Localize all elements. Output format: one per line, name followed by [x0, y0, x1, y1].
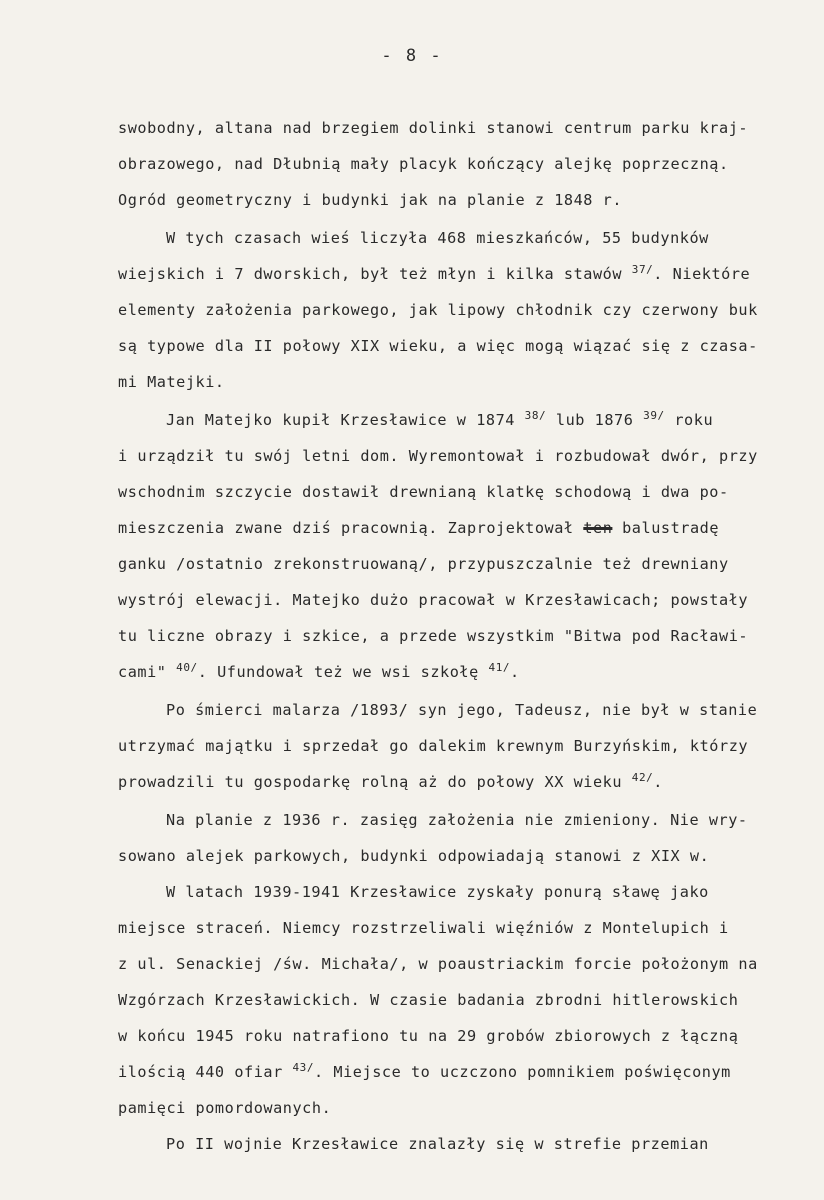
text-line: W latach 1939-1941 Krzesławice zyskały ponurą sławę jako	[166, 883, 709, 901]
text-line: sowano alejek parkowych, budynki odpowiadają stanowi z XIX w.	[118, 847, 710, 865]
footnote-ref: 41/	[488, 661, 511, 674]
text-line: pamięci pomordowanych.	[118, 1099, 332, 1117]
text-line: Po II wojnie Krzesławice znalazły się w strefie przemian	[166, 1135, 709, 1153]
page-number: - 8 -	[381, 46, 443, 66]
text-line: wystrój elewacji. Matejko dużo pracował w Krzesławicach; powstały	[118, 591, 749, 609]
footnote-ref: 43/	[292, 1061, 315, 1074]
text-line: tu liczne obrazy i szkice, a przede wszystkim "Bitwa pod Racławi-	[118, 627, 749, 645]
text-line: są typowe dla II połowy XIX wieku, a więc mogą wiązać się z czasa-	[118, 337, 758, 355]
footnote-ref: 40/	[176, 661, 198, 674]
footnote-ref: 38/	[524, 409, 547, 422]
text-line: Na planie z 1936 r. zasięg założenia nie zmieniony. Nie wry-	[166, 811, 748, 829]
text-line: elementy założenia parkowego, jak lipowy chłodnik czy czerwony buk	[118, 301, 758, 319]
text-line: prowadzili tu gospodarkę rolną aż do połowy XX wieku $^{42/}$.	[118, 771, 663, 791]
text-line: wschodnim szczycie dostawił drewnianą klatkę schodową i dwa po-	[118, 483, 729, 501]
text-line: miejsce straceń. Niemcy rozstrzeliwali więźniów z Montelupich i	[118, 919, 729, 937]
text-line: Jan Matejko kupił Krzesławice w 1874 $^{38/}$ lub 1876 $^{39/}$ roku	[166, 409, 714, 429]
text-line: w końcu 1945 roku natrafiono tu na 29 grobów zbiorowych z łączną	[118, 1027, 739, 1045]
text-line: wiejskich i 7 dworskich, był też młyn i kilka stawów $^{37/}$. Niektóre	[118, 263, 751, 283]
footnote-ref: 39/	[643, 409, 665, 422]
text-line: swobodny, altana nad brzegiem dolinki stanowi centrum parku kraj-	[118, 119, 749, 137]
text-line: cami" $^{40/}$. Ufundował też we wsi szkołę $^{41/}$.	[118, 661, 520, 681]
text-line: ganku /ostatnio zrekonstruowaną/, przypuszczalnie też drewniany	[118, 555, 729, 573]
text-line	[118, 518, 719, 538]
struck-out-word: ten	[583, 519, 613, 537]
footnote-ref: 42/	[631, 771, 654, 784]
text-line: z ul. Senackiej /św. Michała/, w poaustriackim forcie położonym na	[118, 955, 758, 973]
text-line: i urządził tu swój letni dom. Wyremontował i rozbudował dwór, przy	[118, 447, 758, 465]
text-line: Wzgórzach Krzesławickich. W czasie badania zbrodni hitlerowskich	[118, 991, 739, 1009]
text-segment: balustradę	[622, 519, 720, 537]
footnote-ref: 37/	[631, 263, 654, 276]
text-line: W tych czasach wieś liczyła 468 mieszkańców, 55 budynków	[166, 229, 709, 247]
text-line: ilością 440 ofiar $^{43/}$. Miejsce to uczczono pomnikiem poświęconym	[118, 1061, 731, 1081]
text-line: Po śmierci malarza /1893/ syn jego, Tadeusz, nie był w stanie	[166, 701, 758, 719]
text-line: utrzymać majątku i sprzedał go dalekim krewnym Burzyńskim, którzy	[118, 737, 749, 755]
text-line: mi Matejki.	[118, 373, 225, 391]
text-line: obrazowego, nad Dłubnią mały placyk kończący alejkę poprzeczną.	[118, 155, 729, 173]
text-segment: mieszczenia zwane dziś pracownią. Zaprojektował	[118, 519, 574, 537]
text-line: Ogród geometryczny i budynki jak na planie z 1848 r.	[118, 191, 623, 209]
